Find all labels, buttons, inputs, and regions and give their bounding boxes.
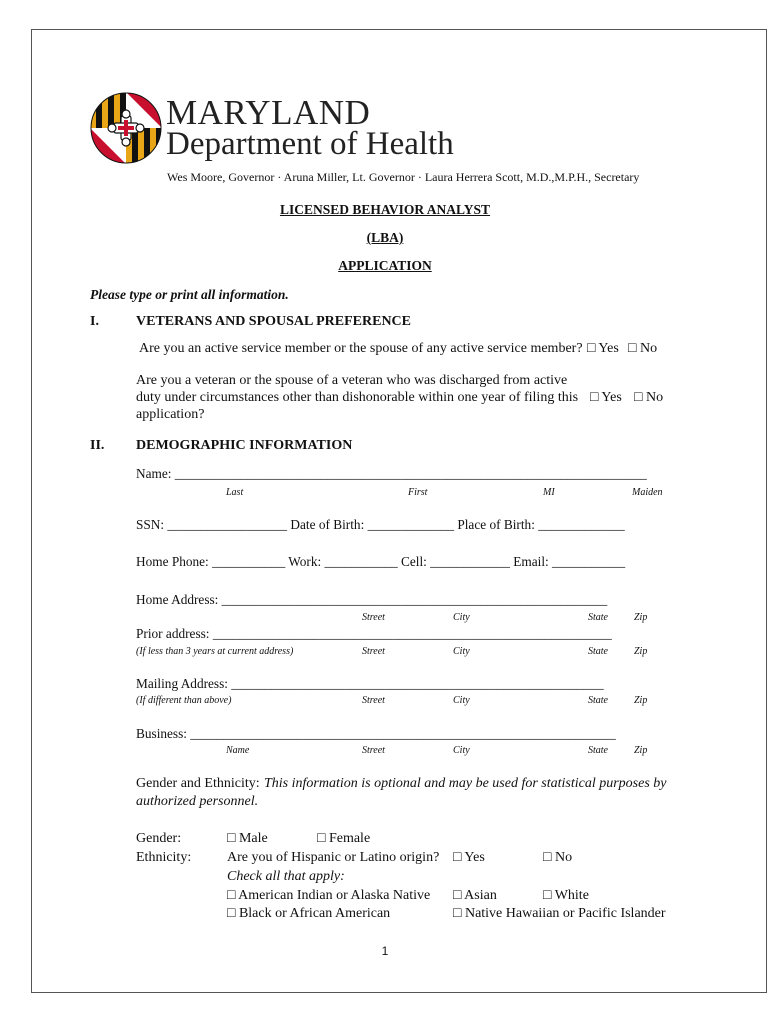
- org-name-line2: Department of Health: [166, 126, 454, 162]
- mailing-label-street: Street: [362, 695, 385, 706]
- name-label-maiden: Maiden: [632, 487, 663, 498]
- race-hawaiian-checkbox[interactable]: □ Native Hawaiian or Pacific Islander: [453, 906, 666, 921]
- q1-no-checkbox[interactable]: □ No: [628, 341, 658, 356]
- gender-ethnicity-note-line2: authorized personnel.: [136, 794, 259, 809]
- mailing-label-state: State: [588, 695, 608, 706]
- business-address-field[interactable]: Business: ________________________________________________________________: [136, 726, 616, 741]
- officials-line: Wes Moore, Governor · Aruna Miller, Lt. Governor · Laura Herrera Scott, M.D.,M.P.H., Secretary: [167, 170, 640, 184]
- ethnicity-label: Ethnicity:: [136, 850, 192, 865]
- gender-ethnicity-label: Gender and Ethnicity:: [136, 776, 260, 791]
- home-label-zip: Zip: [634, 612, 648, 623]
- hispanic-question: Are you of Hispanic or Latino origin?: [227, 850, 440, 865]
- org-name-line1: MARYLAND: [166, 93, 371, 132]
- home-address-field[interactable]: Home Address: __________________________________________________________: [136, 592, 608, 607]
- name-label-mi: MI: [543, 487, 555, 498]
- maryland-flag-logo-icon: [90, 92, 162, 164]
- gender-female-checkbox[interactable]: □ Female: [317, 831, 371, 846]
- section1-title: VETERANS AND SPOUSAL PREFERENCE: [136, 314, 411, 329]
- gender-label: Gender:: [136, 831, 182, 846]
- mailing-label-city: City: [453, 695, 470, 706]
- q2-no-checkbox[interactable]: □ No: [634, 390, 664, 405]
- business-label-name: Name: [226, 745, 250, 756]
- race-american-indian-checkbox[interactable]: □ American Indian or Alaska Native: [227, 888, 431, 903]
- hispanic-no-checkbox[interactable]: □ No: [543, 850, 573, 865]
- phone-email-field[interactable]: Home Phone: ___________ Work: ___________ Cell: ____________ Email: ___________: [136, 554, 626, 569]
- business-label-zip: Zip: [634, 745, 648, 756]
- gender-male-checkbox[interactable]: □ Male: [227, 831, 268, 846]
- form-subtitle: APPLICATION: [338, 258, 432, 273]
- home-label-city: City: [453, 612, 470, 623]
- ssn-dob-pob-field[interactable]: SSN: __________________ Date of Birth: _____________ Place of Birth: _____________: [136, 517, 625, 532]
- section1-number: I.: [90, 314, 99, 329]
- mailing-address-field[interactable]: Mailing Address: ________________________________________________________: [136, 676, 604, 691]
- business-label-city: City: [453, 745, 470, 756]
- q2-yes-checkbox[interactable]: □ Yes: [590, 390, 622, 405]
- q2-text-line3: application?: [136, 407, 205, 422]
- prior-label-city: City: [453, 646, 470, 657]
- name-label-first: First: [408, 487, 428, 498]
- business-label-state: State: [588, 745, 608, 756]
- prior-address-field[interactable]: Prior address: ____________________________________________________________: [136, 626, 612, 641]
- prior-label-state: State: [588, 646, 608, 657]
- race-black-checkbox[interactable]: □ Black or African American: [227, 906, 391, 921]
- form-abbrev: (LBA): [366, 230, 404, 245]
- check-all-instruction: Check all that apply:: [227, 869, 345, 884]
- name-label-last: Last: [226, 487, 244, 498]
- mailing-address-note: (If different than above): [136, 695, 232, 706]
- prior-label-street: Street: [362, 646, 385, 657]
- q2-text-line2: duty under circumstances other than dishonorable within one year of filing this: [136, 390, 579, 405]
- section2-number: II.: [90, 438, 105, 453]
- instruction-text: Please type or print all information.: [90, 287, 289, 302]
- form-title: LICENSED BEHAVIOR ANALYST: [279, 202, 491, 217]
- page-number: 1: [381, 944, 389, 958]
- prior-address-note: (If less than 3 years at current address): [136, 646, 294, 657]
- hispanic-yes-checkbox[interactable]: □ Yes: [453, 850, 485, 865]
- race-asian-checkbox[interactable]: □ Asian: [453, 888, 497, 903]
- race-white-checkbox[interactable]: □ White: [543, 888, 589, 903]
- business-label-street: Street: [362, 745, 385, 756]
- mailing-label-zip: Zip: [634, 695, 648, 706]
- q1-text: Are you an active service member or the spouse of any active service member?: [139, 341, 583, 356]
- q1-yes-checkbox[interactable]: □ Yes: [587, 341, 619, 356]
- section2-title: DEMOGRAPHIC INFORMATION: [136, 438, 353, 453]
- home-label-street: Street: [362, 612, 385, 623]
- q2-text-line1: Are you a veteran or the spouse of a veteran who was discharged from active: [136, 373, 568, 388]
- gender-ethnicity-note-line1: This information is optional and may be used for statistical purposes by: [264, 776, 667, 791]
- home-label-state: State: [588, 612, 608, 623]
- prior-label-zip: Zip: [634, 646, 648, 657]
- name-field[interactable]: Name: _______________________________________________________________________: [136, 466, 647, 481]
